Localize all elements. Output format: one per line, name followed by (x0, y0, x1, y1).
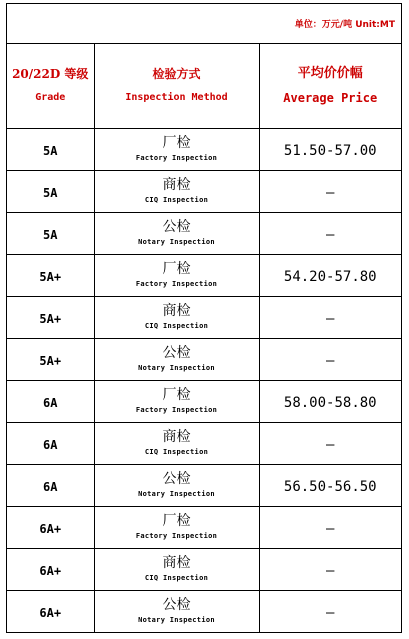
price-cell (259, 212, 401, 254)
method-cell (94, 548, 259, 590)
grade-cell (7, 254, 94, 296)
method-en: Factory Inspection (135, 280, 218, 288)
grade-cell (7, 212, 94, 254)
method-en: Factory Inspection (135, 406, 218, 414)
price-value: 54.20-57.80 (283, 268, 377, 285)
method-en: Factory Inspection (135, 532, 218, 540)
method-en: CIQ Inspection (144, 196, 209, 204)
method-cell (94, 128, 259, 170)
method-header-en: Inspection Method (125, 91, 228, 103)
grade-value: 5A (43, 227, 58, 242)
grade-cell (7, 380, 94, 422)
grade-value: 6A+ (39, 563, 62, 578)
grade-header-en: Grade (35, 91, 66, 103)
method-cn: 商检 (162, 555, 191, 571)
method-en: CIQ Inspection (144, 448, 209, 456)
grade-cell (7, 548, 94, 590)
grade-value: 5A+ (39, 311, 62, 326)
grade-header (7, 44, 94, 128)
method-cell (94, 422, 259, 464)
price-value: 58.00-58.80 (283, 394, 377, 411)
grade-value: 6A (43, 437, 58, 452)
method-cell (94, 254, 259, 296)
method-cn: 公检 (162, 471, 191, 487)
method-cell (94, 170, 259, 212)
method-en: Notary Inspection (138, 616, 215, 625)
price-cell (259, 422, 401, 464)
grade-header-cn: 20/22D 等级 (12, 66, 89, 81)
price-value: — (326, 520, 335, 537)
method-cn: 公检 (162, 597, 191, 614)
grade-cell (7, 128, 94, 170)
method-cn: 商检 (162, 429, 191, 445)
grade-value: 6A+ (39, 605, 62, 620)
method-cn: 厂检 (162, 387, 191, 403)
table-row (7, 296, 401, 338)
method-cn: 厂检 (162, 513, 191, 529)
price-table (7, 44, 401, 632)
price-cell (259, 380, 401, 422)
price-value: — (326, 226, 335, 243)
method-en: CIQ Inspection (144, 322, 209, 330)
price-value: — (326, 310, 335, 327)
table-row (7, 212, 401, 254)
price-value: — (326, 436, 335, 453)
grade-value: 6A (43, 395, 58, 410)
table-row (7, 590, 401, 632)
grade-cell (7, 338, 94, 380)
method-header (94, 44, 259, 128)
method-cell (94, 464, 259, 506)
price-header-en: Average Price (283, 90, 378, 105)
price-value: 56.50-56.50 (283, 478, 377, 495)
method-cn: 厂检 (162, 261, 191, 277)
grade-value: 6A (43, 479, 58, 494)
price-cell (259, 338, 401, 380)
table-row (7, 128, 401, 170)
header-row (7, 44, 401, 128)
grade-cell (7, 296, 94, 338)
method-en: Notary Inspection (138, 364, 215, 372)
price-cell (259, 506, 401, 548)
method-header-cn: 检验方式 (152, 66, 201, 81)
table-row (7, 170, 401, 212)
method-en: Notary Inspection (138, 238, 215, 246)
grade-cell (7, 422, 94, 464)
grade-value: 5A+ (39, 269, 62, 284)
method-cell (94, 296, 259, 338)
table-row (7, 338, 401, 380)
method-en: Factory Inspection (135, 154, 218, 162)
method-en: CIQ Inspection (144, 574, 209, 582)
grade-value: 6A+ (39, 521, 62, 536)
grade-cell (7, 170, 94, 212)
price-value: — (326, 184, 335, 201)
method-en: Notary Inspection (138, 490, 215, 498)
price-value: — (326, 562, 335, 579)
method-cn: 商检 (162, 303, 191, 319)
method-cn: 商检 (162, 177, 191, 193)
price-cell (259, 548, 401, 590)
price-value: — (326, 352, 335, 369)
method-cn: 厂检 (162, 135, 191, 151)
unit-row (7, 4, 401, 44)
method-cell (94, 590, 259, 632)
price-cell (259, 464, 401, 506)
price-cell (259, 170, 401, 212)
table-row (7, 254, 401, 296)
grade-cell (7, 590, 94, 632)
method-cn: 公检 (162, 219, 191, 235)
unit-label: 单位：万元/吨 Unit:MT (294, 20, 395, 30)
price-value: — (326, 604, 335, 621)
price-sheet (6, 3, 402, 633)
price-header-cn: 平均价价幅 (297, 65, 363, 81)
method-cell (94, 506, 259, 548)
grade-value: 5A (43, 185, 58, 200)
grade-cell (7, 464, 94, 506)
price-cell (259, 128, 401, 170)
method-cell (94, 212, 259, 254)
method-cn: 公检 (162, 345, 191, 361)
method-cell (94, 338, 259, 380)
table-row (7, 422, 401, 464)
price-cell (259, 296, 401, 338)
price-header (259, 44, 401, 128)
price-value: 51.50-57.00 (283, 142, 377, 159)
grade-cell (7, 506, 94, 548)
table-row (7, 380, 401, 422)
table-row (7, 464, 401, 506)
price-cell (259, 254, 401, 296)
table-row (7, 548, 401, 590)
price-cell (259, 590, 401, 632)
table-row (7, 506, 401, 548)
method-cell (94, 380, 259, 422)
grade-value: 5A (43, 143, 58, 158)
grade-value: 5A+ (39, 353, 62, 368)
